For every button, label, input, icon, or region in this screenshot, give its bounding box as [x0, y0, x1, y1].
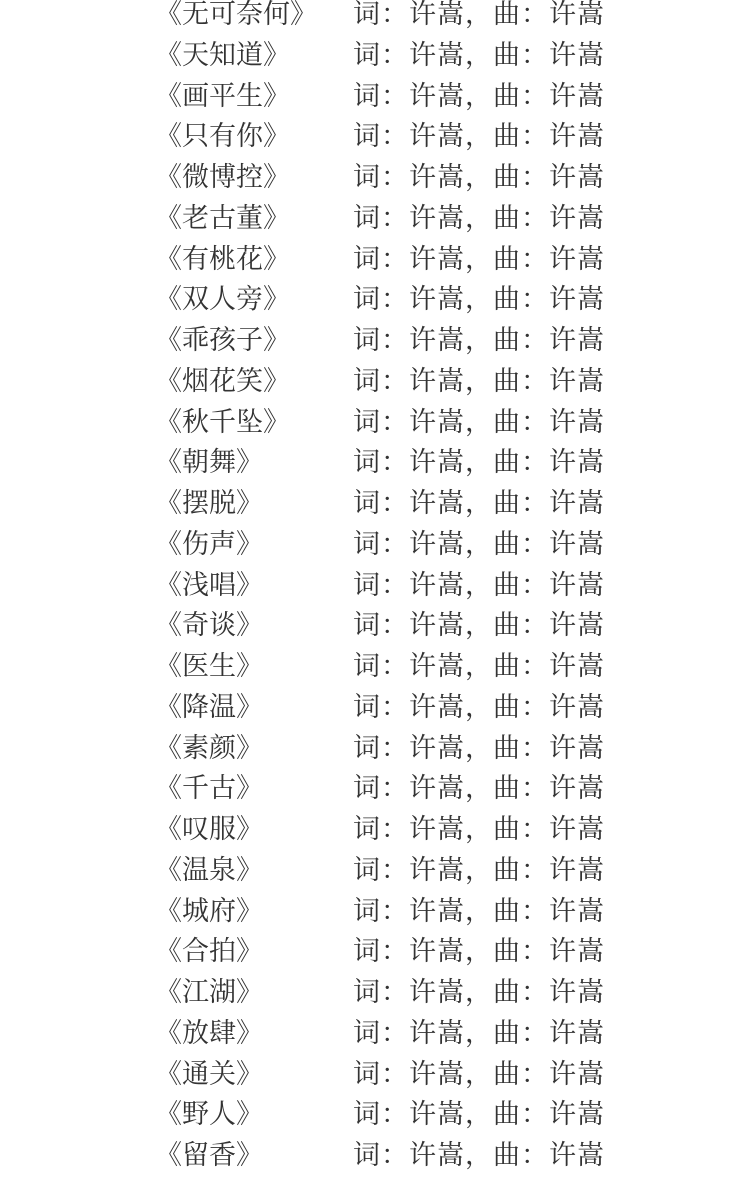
song-credits: 词：许嵩，曲：许嵩 [353, 610, 605, 642]
song-title: 《温泉》 [155, 854, 263, 886]
song-row [0, 403, 733, 444]
song-title: 《画平生》 [155, 80, 290, 112]
song-row [0, 769, 733, 810]
song-row [0, 1095, 733, 1136]
song-row [0, 36, 733, 77]
song-title: 《医生》 [155, 651, 263, 682]
song-row [0, 77, 733, 118]
song-title: 《通关》 [155, 1058, 263, 1090]
song-title: 《无可奈何》 [155, 0, 317, 30]
song-title: 《有桃花》 [155, 243, 290, 275]
song-title: 《降温》 [155, 691, 263, 723]
song-title: 《千古》 [155, 773, 263, 805]
song-credits: 词：许嵩，曲：许嵩 [353, 121, 605, 153]
song-credits: 词：许嵩，曲：许嵩 [353, 569, 605, 601]
song-title: 《天知道》 [155, 39, 290, 71]
song-title: 《朝舞》 [155, 447, 263, 479]
song-credits: 词：许嵩，曲：许嵩 [353, 447, 605, 479]
song-credits: 词：许嵩，曲：许嵩 [353, 528, 605, 560]
song-credits: 词：许嵩，曲：许嵩 [353, 1017, 605, 1049]
song-row [0, 566, 733, 607]
song-title: 《浅唱》 [155, 569, 263, 601]
song-credits: 词：许嵩，曲：许嵩 [353, 39, 605, 71]
song-credits: 词：许嵩，曲：许嵩 [353, 243, 605, 275]
song-title: 《伤声》 [155, 528, 263, 560]
song-credits: 词：许嵩，曲：许嵩 [353, 284, 605, 316]
song-title: 《野人》 [155, 1099, 263, 1131]
song-credits: 词：许嵩，曲：许嵩 [353, 80, 605, 112]
song-row [0, 892, 733, 933]
song-title: 《素颜》 [155, 732, 263, 764]
song-credits: 词：许嵩，曲：许嵩 [353, 977, 605, 1008]
song-row [0, 810, 733, 851]
song-title: 《奇谈》 [155, 610, 263, 642]
song-row [0, 362, 733, 403]
song-row [0, 158, 733, 199]
song-title: 《微博控》 [155, 162, 290, 193]
song-credits: 词：许嵩，曲：许嵩 [353, 1099, 605, 1131]
song-credits: 词：许嵩，曲：许嵩 [353, 732, 605, 764]
song-credits: 词：许嵩，曲：许嵩 [353, 691, 605, 723]
song-credits: 词：许嵩，曲：许嵩 [353, 0, 605, 30]
song-credits: 词：许嵩，曲：许嵩 [353, 202, 605, 234]
song-title: 《摆脱》 [155, 488, 263, 519]
song-credits: 词：许嵩，曲：许嵩 [353, 365, 605, 397]
song-title: 《合拍》 [155, 936, 263, 968]
song-credits: 词：许嵩，曲：许嵩 [353, 325, 605, 356]
song-credits: 词：许嵩，曲：许嵩 [353, 488, 605, 519]
song-row [0, 688, 733, 729]
song-row [0, 321, 733, 362]
song-title: 《放肆》 [155, 1017, 263, 1049]
song-row [0, 240, 733, 281]
song-row [0, 973, 733, 1014]
song-title: 《乖孩子》 [155, 325, 290, 356]
song-row [0, 0, 733, 36]
song-credits: 词：许嵩，曲：许嵩 [353, 773, 605, 805]
song-row [0, 443, 733, 484]
song-credits: 词：许嵩，曲：许嵩 [353, 814, 605, 845]
song-row [0, 932, 733, 973]
song-title: 《老古董》 [155, 202, 290, 234]
song-credits: 词：许嵩，曲：许嵩 [353, 406, 605, 438]
song-credits: 词：许嵩，曲：许嵩 [353, 1058, 605, 1090]
song-row [0, 484, 733, 525]
song-row [0, 117, 733, 158]
song-row [0, 1136, 733, 1177]
song-credits: 词：许嵩，曲：许嵩 [353, 936, 605, 968]
song-title: 《留香》 [155, 1140, 263, 1171]
song-title: 《秋千坠》 [155, 406, 290, 438]
song-credits: 词：许嵩，曲：许嵩 [353, 854, 605, 886]
song-row [0, 1055, 733, 1096]
song-title: 《城府》 [155, 895, 263, 927]
song-row [0, 525, 733, 566]
song-credits: 词：许嵩，曲：许嵩 [353, 651, 605, 682]
song-credits: 词：许嵩，曲：许嵩 [353, 1140, 605, 1171]
song-credits: 词：许嵩，曲：许嵩 [353, 895, 605, 927]
song-row [0, 729, 733, 770]
song-title: 《叹服》 [155, 814, 263, 845]
song-row [0, 199, 733, 240]
song-row [0, 647, 733, 688]
song-row [0, 1014, 733, 1055]
song-title: 《双人旁》 [155, 284, 290, 316]
song-row [0, 280, 733, 321]
song-title: 《江湖》 [155, 977, 263, 1008]
song-row [0, 851, 733, 892]
song-credits: 词：许嵩，曲：许嵩 [353, 162, 605, 193]
song-row [0, 606, 733, 647]
song-title: 《烟花笑》 [155, 365, 290, 397]
song-title: 《只有你》 [155, 121, 290, 153]
